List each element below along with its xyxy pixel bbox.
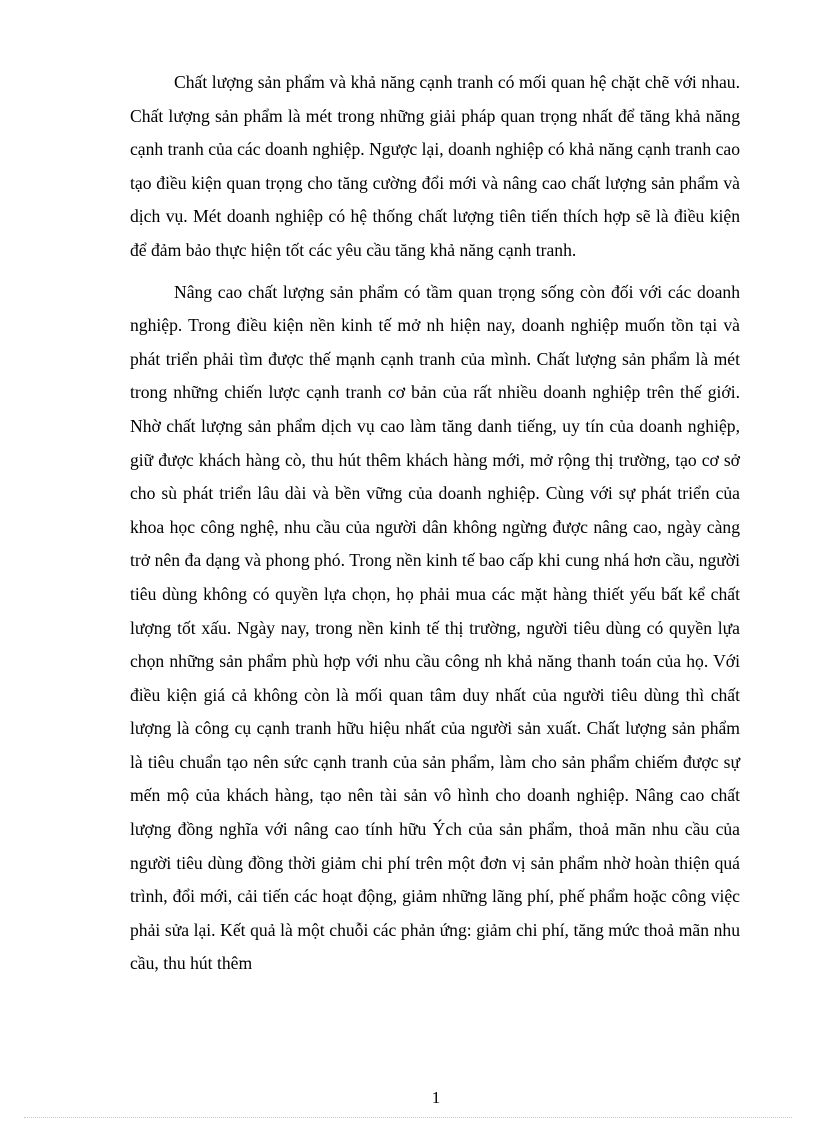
document-body (130, 66, 740, 981)
page-number: 1 (431, 1088, 441, 1107)
paragraph-2: Nâng cao chất lượng sản phẩm có tầm quan trọng sống còn đối với các doanh nghiệp. Trong điều kiện nền kinh tế mở nh hiện nay, doanh nghiệp muốn tồn tại và phát triển phải tìm được thế mạnh cạnh tranh của mình. Chất lượng sản phẩm là mét trong những chiến lược cạnh tranh cơ bản của rất nhiều doanh nghiệp trên thế giới. Nhờ chất lượng sản phẩm dịch vụ cao làm tăng danh tiếng, uy tín của doanh nghiệp, giữ được khách hàng cò, thu hút thêm khách hàng mới, mở rộng thị trường, tạo cơ sở cho sù phát triển lâu dài và bền vững của doanh nghiệp. Cùng với sự phát triển của khoa học công nghệ, nhu cầu của người dân không ngừng được nâng cao, ngày càng trở nên đa dạng và phong phó. Trong nền kinh tế bao cấp khi cung nhá hơn cầu, người tiêu dùng không có quyền lựa chọn, họ phải mua các mặt hàng thiết yếu bất kể chất lượng tốt xấu. Ngày nay, trong nền kinh tế thị trường, người tiêu dùng có quyền lựa chọn những sản phẩm phù hợp với nhu cầu công nh khả năng thanh toán của họ. Với điều kiện giá cả không còn là mối quan tâm duy nhất của người tiêu dùng thì chất lượng là công cụ cạnh tranh hữu hiệu nhất của người sản xuất. Chất lượng sản phẩm là tiêu chuẩn tạo nên sức cạnh tranh của sản phẩm, làm cho sản phẩm chiếm được sự mến mộ của khách hàng, tạo nên tài sản vô hình cho doanh nghiệp. Nâng cao chất lượng đồng nghĩa với nâng cao tính hữu Ých của sản phẩm, thoả mãn nhu cầu của người tiêu dùng đồng thời giảm chi phí trên một đơn vị sản phẩm nhờ hoàn thiện quá trình, đổi mới, cải tiến các hoạt động, giảm những lãng phí, phế phẩm hoặc công việc phải sửa lại. Kết quả là một chuỗi các phản ứng: giảm chi phí, tăng mức thoả mãn nhu cầu, thu hút thêm (130, 281, 740, 974)
footer-divider (24, 1117, 792, 1118)
paragraph-1: Chất lượng sản phẩm và khả năng cạnh tranh có mối quan hệ chặt chẽ với nhau. Chất lượng sản phẩm là mét trong những giải pháp quan trọng nhất để tăng khả năng cạnh tranh của các doanh nghiệp. Ngược lại, doanh nghiệp có khả năng cạnh tranh cao tạo điều kiện quan trọng cho tăng cường đổi mới và nâng cao chất lượng sản phẩm và dịch vụ. Mét doanh nghiệp có hệ thống chất lượng tiên tiến thích hợp sẽ là điều kiện để đảm bảo thực hiện tốt các yêu cầu tăng khả năng cạnh tranh. (130, 72, 740, 260)
